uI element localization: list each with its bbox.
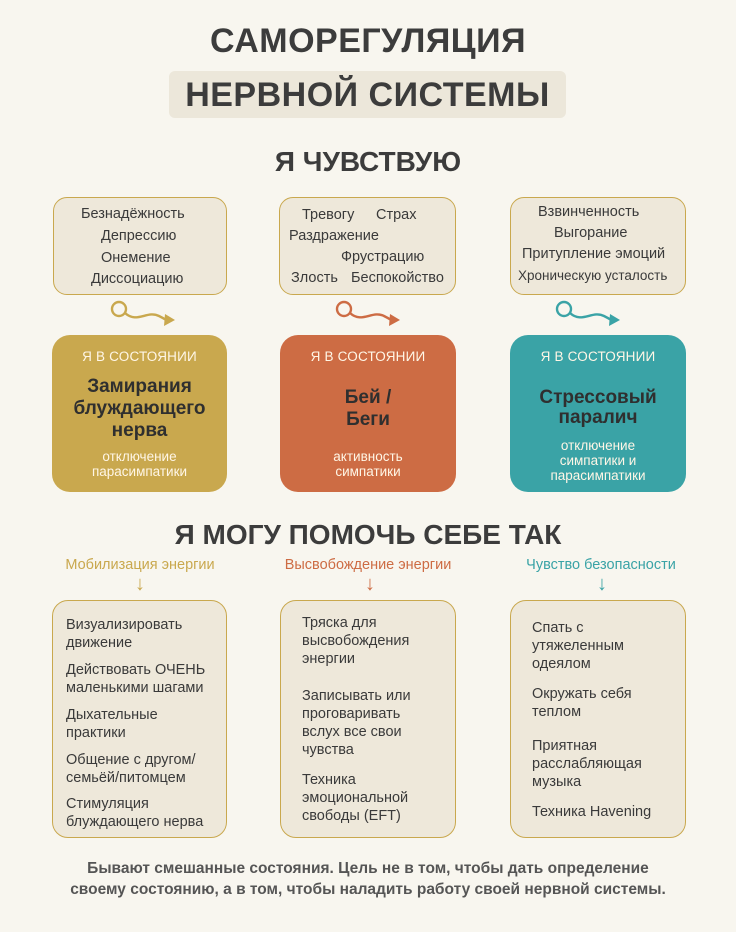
state-name: нерва: [111, 420, 168, 441]
state-box-stress-paralysis: [510, 335, 686, 492]
state-name: Замирания: [87, 376, 192, 397]
curved-arrow-icon: [550, 296, 630, 332]
feeling-item: Притупление эмоций: [522, 246, 666, 262]
state-box-freeze: [52, 335, 227, 492]
help-item: Техника Havening: [532, 804, 652, 820]
title-line-1: САМОРЕГУЛЯЦИЯ: [209, 22, 527, 60]
help-item: Техника эмоциональной свободы (EFT): [302, 772, 409, 824]
state-sub: активность: [333, 449, 403, 464]
feeling-item: Взвинченность: [538, 204, 640, 220]
feeling-item: Онемение: [101, 250, 171, 266]
footer-note: Бывают смешанные состояния. Цель не в том, чтобы дать определение своему состоянию, а в том, чтобы наладить работу своей нервной системы.: [70, 860, 666, 898]
help-heading: Я МОГУ ПОМОЧЬ СЕБЕ ТАК: [174, 519, 562, 550]
down-arrow-icon: ↓: [135, 573, 145, 595]
down-arrow-icon: ↓: [597, 573, 607, 595]
state-sub: отключение: [102, 449, 177, 464]
state-name: блуждающего: [73, 398, 206, 419]
feeling-item: Хроническую усталость: [518, 268, 668, 283]
state-sub: парасимпатики: [91, 464, 188, 479]
down-arrow-icon: ↓: [365, 573, 375, 595]
title-line-2: НЕРВНОЙ СИСТЕМЫ: [185, 76, 550, 114]
help-item: Спать с утяжеленным одеялом: [532, 620, 624, 672]
state-name: Беги: [346, 409, 390, 430]
feeling-item: Выгорание: [554, 225, 628, 241]
help-item: Тряска для высвобождения энергии: [302, 615, 410, 667]
state-sub: симпатики: [335, 464, 401, 479]
help-item: Стимуляция блуждающего нерва: [66, 796, 204, 830]
state-prefix: Я В СОСТОЯНИИ: [540, 349, 656, 364]
feeling-item: Беспокойство: [351, 270, 444, 286]
help-item: Общение с другом/ семьёй/питомцем: [66, 752, 196, 786]
feelings-box-3: [510, 197, 686, 295]
state-sub: симпатики и: [559, 453, 637, 468]
state-prefix: Я В СОСТОЯНИИ: [310, 349, 426, 364]
help-item: Действовать ОЧЕНЬ маленькими шагами: [66, 662, 206, 696]
feel-heading: Я ЧУВСТВУЮ: [274, 146, 462, 177]
help-label-safety: Чувство безопасности: [526, 557, 676, 573]
feelings-box-2: [279, 197, 456, 295]
state-name: паралич: [558, 407, 638, 428]
help-item: Приятная расслабляющая музыка: [532, 738, 642, 790]
help-label-release: Высвобождение энергии: [284, 557, 452, 573]
state-prefix: Я В СОСТОЯНИИ: [82, 349, 197, 364]
help-label-mobilization: Мобилизация энергии: [65, 557, 215, 573]
feeling-item: Тревогу: [302, 207, 355, 223]
curved-arrow-icon: [330, 296, 410, 332]
feeling-item: Безнадёжность: [81, 206, 185, 222]
feelings-box-1: [53, 197, 227, 295]
feeling-item: Диссоциацию: [91, 271, 184, 287]
state-box-fight-flight: [280, 335, 456, 492]
state-sub: отключение: [560, 438, 636, 453]
feeling-item: Страх: [376, 207, 417, 223]
state-name: Бей /: [344, 387, 392, 408]
help-item: Дыхательные практики: [66, 707, 158, 741]
state-sub: парасимпатики: [550, 468, 646, 483]
state-name: Стрессовый: [539, 387, 657, 408]
help-item: Записывать или проговаривать вслух все свои чувства: [302, 688, 411, 758]
curved-arrow-icon: [105, 296, 185, 332]
feeling-item: Раздражение: [289, 228, 379, 244]
feeling-item: Фрустрацию: [341, 249, 425, 265]
help-item: Визуализировать движение: [66, 617, 183, 651]
feeling-item: Злость: [291, 270, 338, 286]
feeling-item: Депрессию: [101, 228, 177, 244]
help-item: Окружать себя теплом: [532, 686, 632, 720]
